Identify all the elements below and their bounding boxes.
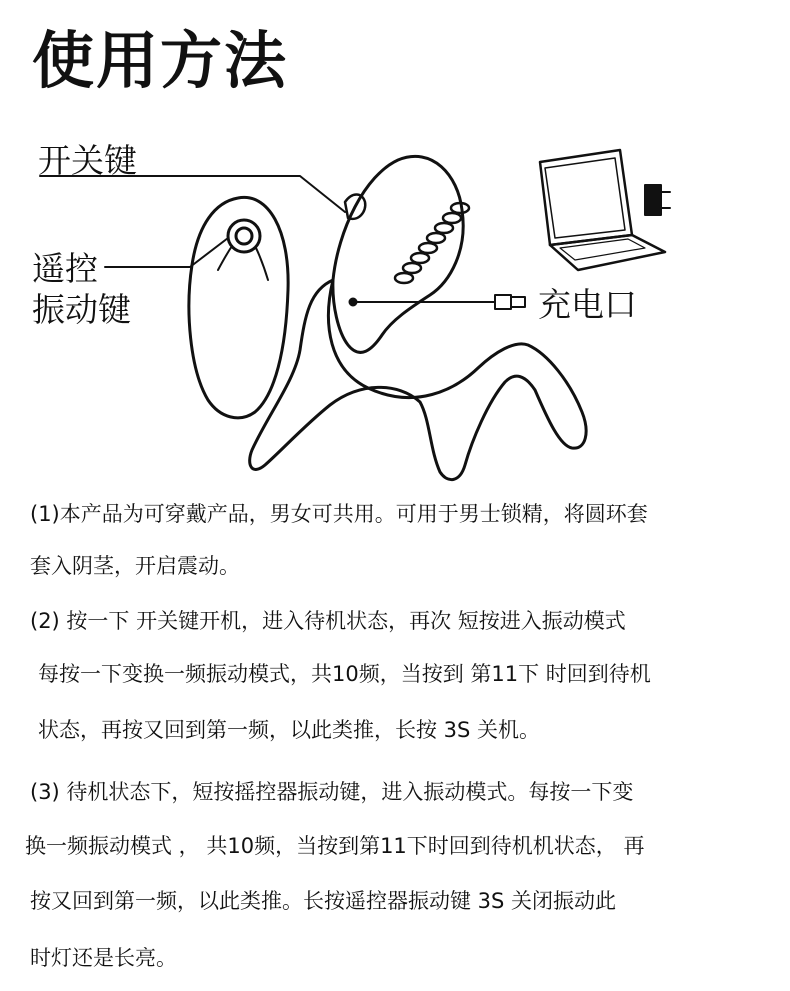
instruction-line-1: (1)本产品为可穿戴产品，男女可共用。可用于男士锁精，将圆环套 [30, 502, 648, 526]
instruction-line-6: (3) 待机状态下，短按摇控器振动键，进入振动模式。每按一下变 [30, 780, 634, 804]
charging-port-label: 充电口 [538, 285, 637, 324]
instruction-line-4: 每按一下变换一频振动模式，共10频，当按到 第11下 时回到待机 [38, 662, 651, 686]
instruction-line-7: 换一频振动模式 ， 共10频，当按到第11下时回到待机机状态， 再 [25, 834, 645, 858]
power-key-label: 开关键 [38, 141, 137, 180]
usb-plug [495, 295, 511, 309]
power-key-leader-line [40, 176, 345, 212]
device-body-outline [250, 280, 586, 480]
instruction-line-2: 套入阴茎，开启震动。 [30, 554, 240, 578]
page-title: 使用方法 [32, 24, 289, 97]
remote-leader-line [105, 238, 228, 267]
instruction-line-5: 状态，再按又回到第一频，以此类推，长按 3S 关机。 [38, 718, 541, 742]
remote-label-line2: 振动键 [32, 290, 131, 329]
coiled-cable [395, 203, 469, 283]
power-adapter-icon [645, 185, 670, 215]
instruction-line-9: 时灯还是长亮。 [30, 946, 177, 970]
remote-vibration-button [228, 220, 260, 252]
instruction-line-3: (2) 按一下 开关键开机，进入待机状态，再次 短按进入振动模式 [30, 609, 626, 633]
device-head [333, 156, 463, 352]
remote-label-line1: 遥控 [32, 249, 98, 288]
instruction-line-8: 按又回到第一频，以此类推。长按遥控器振动键 3S 关闭振动此 [30, 889, 617, 913]
